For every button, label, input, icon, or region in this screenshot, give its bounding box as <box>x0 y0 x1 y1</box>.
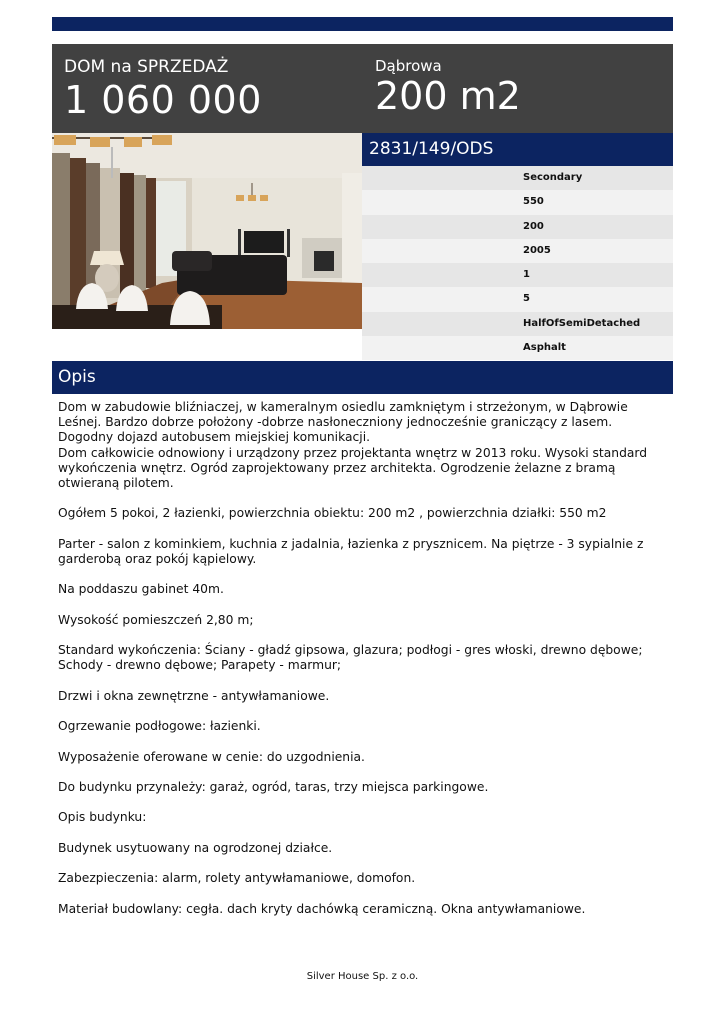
section-title-opis: Opis <box>52 361 673 394</box>
city-label: Dąbrowa <box>375 57 442 75</box>
header-right <box>375 56 521 118</box>
description-paragraph: Parter - salon z kominkiem, kuchnia z jadalnia, łazienka z prysznicem. Na piętrze - 3 sypialnie z garderobą oraz pokój kąpielowy. <box>58 536 644 566</box>
description-paragraph: Zabezpieczenia: alarm, rolety antywłamaniowe, domofon. <box>58 871 416 886</box>
reference-number: 2831/149/ODS <box>362 133 673 166</box>
top-accent-bar <box>52 17 673 31</box>
spec-row-floors: 1 <box>362 263 673 287</box>
description-paragraph: Ogółem 5 pokoi, 2 łazienki, powierzchnia obiektu: 200 m2 , powierzchnia działki: 550 m2 <box>58 506 607 521</box>
spec-row-market: Secondary <box>362 166 673 190</box>
listing-header <box>52 44 673 133</box>
spec-row-building-type: HalfOfSemiDetached <box>362 312 673 336</box>
footer-company: Silver House Sp. z o.o. <box>306 971 419 982</box>
description-paragraph: Standard wykończenia: Ściany - gładź gipsowa, glazura; podłogi - gres włoski, drewno dębowe; Schody - drewno dębowe; Parapety - marmur; <box>58 643 643 673</box>
description-paragraph: Dom w zabudowie bliźniaczej, w kameralnym osiedlu zamkniętym i strzeżonym, w Dąbrowie Leśnej. Bardzo dobrze położony -dobrze nasłoneczniony jednocześnie graniczący z lasem. Dogodny dojazd autobusem miejskiej komunikacji. Dom całkowicie odnowiony i urządzony przez projektanta wnętrz w 2013 roku. Wysoki standard wykończenia wnętrz. Ogród zaprojektowany przez architekta. Ogrodzenie żelazne z bramą otwieraną pilotem. <box>58 400 648 491</box>
header-left <box>64 56 262 122</box>
spec-row-road: Asphalt <box>362 336 673 360</box>
description-paragraph: Wysokość pomieszczeń 2,80 m; <box>58 612 254 627</box>
description-paragraph: Opis budynku: <box>58 810 147 825</box>
description <box>58 400 670 917</box>
spec-row-year: 2005 <box>362 239 673 263</box>
spec-row-rooms: 5 <box>362 287 673 311</box>
description-paragraph: Na poddaszu gabinet 40m. <box>58 582 224 597</box>
spec-row-plot-area: 550 <box>362 190 673 214</box>
property-type-label: DOM na SPRZEDAŻ <box>64 57 229 77</box>
spec-row-floor-area: 200 <box>362 215 673 239</box>
description-paragraph: Drzwi i okna zewnętrzne - antywłamaniowe. <box>58 688 330 703</box>
specs-panel <box>362 133 673 360</box>
description-paragraph: Wyposażenie oferowane w cenie: do uzgodnienia. <box>58 749 365 764</box>
description-paragraph: Budynek usytuowany na ogrodzonej działce. <box>58 840 333 855</box>
price: 1 060 000 <box>64 78 262 122</box>
property-photo <box>52 133 362 329</box>
description-paragraph: Materiał budowlany: cegła. dach kryty dachówką ceramiczną. Okna antywłamaniowe. <box>58 901 586 916</box>
description-paragraph: Do budynku przynależy: garaż, ogród, taras, trzy miejsca parkingowe. <box>58 779 489 794</box>
living-room-photo-icon <box>52 133 362 329</box>
area-value: 200 m2 <box>375 74 521 118</box>
description-paragraph: Ogrzewanie podłogowe: łazienki. <box>58 719 261 734</box>
